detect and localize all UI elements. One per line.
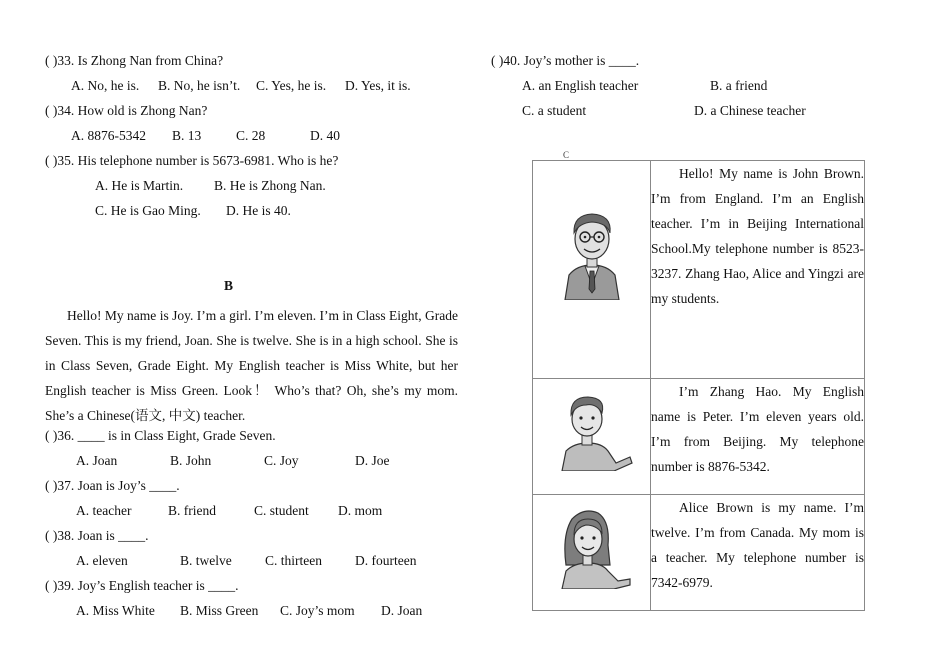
question-37-option-d[interactable]: D. mom bbox=[338, 503, 383, 518]
question-34-option-d[interactable]: D. 40 bbox=[310, 128, 340, 143]
question-36-option-a[interactable]: A. Joan bbox=[76, 453, 118, 468]
question-35-option-b[interactable]: B. He is Zhong Nan. bbox=[214, 178, 326, 193]
profile-text-john-brown: Hello! My name is John Brown. I’m from England. I’m an English teacher. I’m in Beijing International School.My telephone number is 8523-3237. Zhang Hao, Alice and Yingzi are my students. bbox=[651, 161, 865, 379]
profile-portrait-cell bbox=[533, 379, 651, 495]
question-33-option-a[interactable]: A. No, he is. bbox=[71, 78, 140, 93]
profile-text-zhang-hao: I’m Zhang Hao. My English name is Peter. I’m eleven years old. I’m from Beijing. My telephone number is 8876-5342. bbox=[651, 379, 865, 495]
question-37-option-a[interactable]: A. teacher bbox=[76, 503, 132, 518]
girl-portrait bbox=[552, 505, 632, 589]
section-b-heading: B bbox=[224, 278, 234, 293]
question-33-stem: ( )33. Is Zhong Nan from China? bbox=[45, 53, 224, 68]
man-with-glasses-portrait bbox=[557, 205, 627, 300]
question-38-option-b[interactable]: B. twelve bbox=[180, 553, 232, 568]
profile-row-zhang-hao bbox=[533, 379, 865, 495]
profile-row-john-brown bbox=[533, 161, 865, 379]
question-35-stem: ( )35. His telephone number is 5673-6981. Who is he? bbox=[45, 153, 339, 168]
question-40-option-a[interactable]: A. an English teacher bbox=[522, 78, 639, 93]
question-36-option-b[interactable]: B. John bbox=[170, 453, 212, 468]
question-39-option-a[interactable]: A. Miss White bbox=[76, 603, 155, 618]
question-38-option-d[interactable]: D. fourteen bbox=[355, 553, 417, 568]
question-40-option-b[interactable]: B. a friend bbox=[710, 78, 768, 93]
question-33-option-c[interactable]: C. Yes, he is. bbox=[256, 78, 327, 93]
question-36-stem: ( )36. ____ is in Class Eight, Grade Seven. bbox=[45, 428, 276, 443]
question-39-option-c[interactable]: C. Joy’s mom bbox=[280, 603, 355, 618]
question-34-option-b[interactable]: B. 13 bbox=[172, 128, 202, 143]
profile-text-alice-brown: Alice Brown is my name. I’m twelve. I’m from Canada. My mom is a teacher. My telephone number is 7342-6979. bbox=[651, 495, 865, 611]
boy-portrait bbox=[550, 391, 634, 471]
question-38-option-a[interactable]: A. eleven bbox=[76, 553, 128, 568]
question-38-option-c[interactable]: C. thirteen bbox=[265, 553, 322, 568]
question-36-option-c[interactable]: C. Joy bbox=[264, 453, 299, 468]
profile-row-alice-brown bbox=[533, 495, 865, 611]
question-39-option-b[interactable]: B. Miss Green bbox=[180, 603, 259, 618]
section-b-passage: Hello! My name is Joy. I’m a girl. I’m eleven. I’m in Class Eight, Grade Seven. This is my friend, Joan. She is twelve. She is in a high school. She is in Class Seven, Grade Eight. My English teacher is Miss White, but her English teacher is Miss Green. Look！ Who’s that? Oh, she’s my mom. She’s a Chinese(语文, 中文) teacher. bbox=[45, 308, 458, 423]
question-35-option-d[interactable]: D. He is 40. bbox=[226, 203, 291, 218]
profile-portrait-cell bbox=[533, 495, 651, 611]
question-40-option-c[interactable]: C. a student bbox=[522, 103, 587, 118]
question-35-option-c[interactable]: C. He is Gao Ming. bbox=[95, 203, 201, 218]
question-36-option-d[interactable]: D. Joe bbox=[355, 453, 390, 468]
profile-portrait-cell bbox=[533, 161, 651, 379]
question-37-option-b[interactable]: B. friend bbox=[168, 503, 216, 518]
question-40-stem: ( )40. Joy’s mother is ____. bbox=[491, 53, 640, 68]
question-33-option-b[interactable]: B. No, he isn’t. bbox=[158, 78, 241, 93]
question-34-stem: ( )34. How old is Zhong Nan? bbox=[45, 103, 208, 118]
question-34-option-c[interactable]: C. 28 bbox=[236, 128, 266, 143]
question-37-stem: ( )37. Joan is Joy’s ____. bbox=[45, 478, 180, 493]
question-40-option-d[interactable]: D. a Chinese teacher bbox=[694, 103, 806, 118]
question-34-option-a[interactable]: A. 8876-5342 bbox=[71, 128, 146, 143]
question-35-option-a[interactable]: A. He is Martin. bbox=[95, 178, 184, 193]
section-c-label: C bbox=[563, 150, 570, 160]
section-c-profile-table bbox=[532, 160, 865, 611]
question-33-option-d[interactable]: D. Yes, it is. bbox=[345, 78, 411, 93]
question-37-option-c[interactable]: C. student bbox=[254, 503, 309, 518]
question-38-stem: ( )38. Joan is ____. bbox=[45, 528, 149, 543]
question-39-stem: ( )39. Joy’s English teacher is ____. bbox=[45, 578, 239, 593]
question-39-option-d[interactable]: D. Joan bbox=[381, 603, 423, 618]
